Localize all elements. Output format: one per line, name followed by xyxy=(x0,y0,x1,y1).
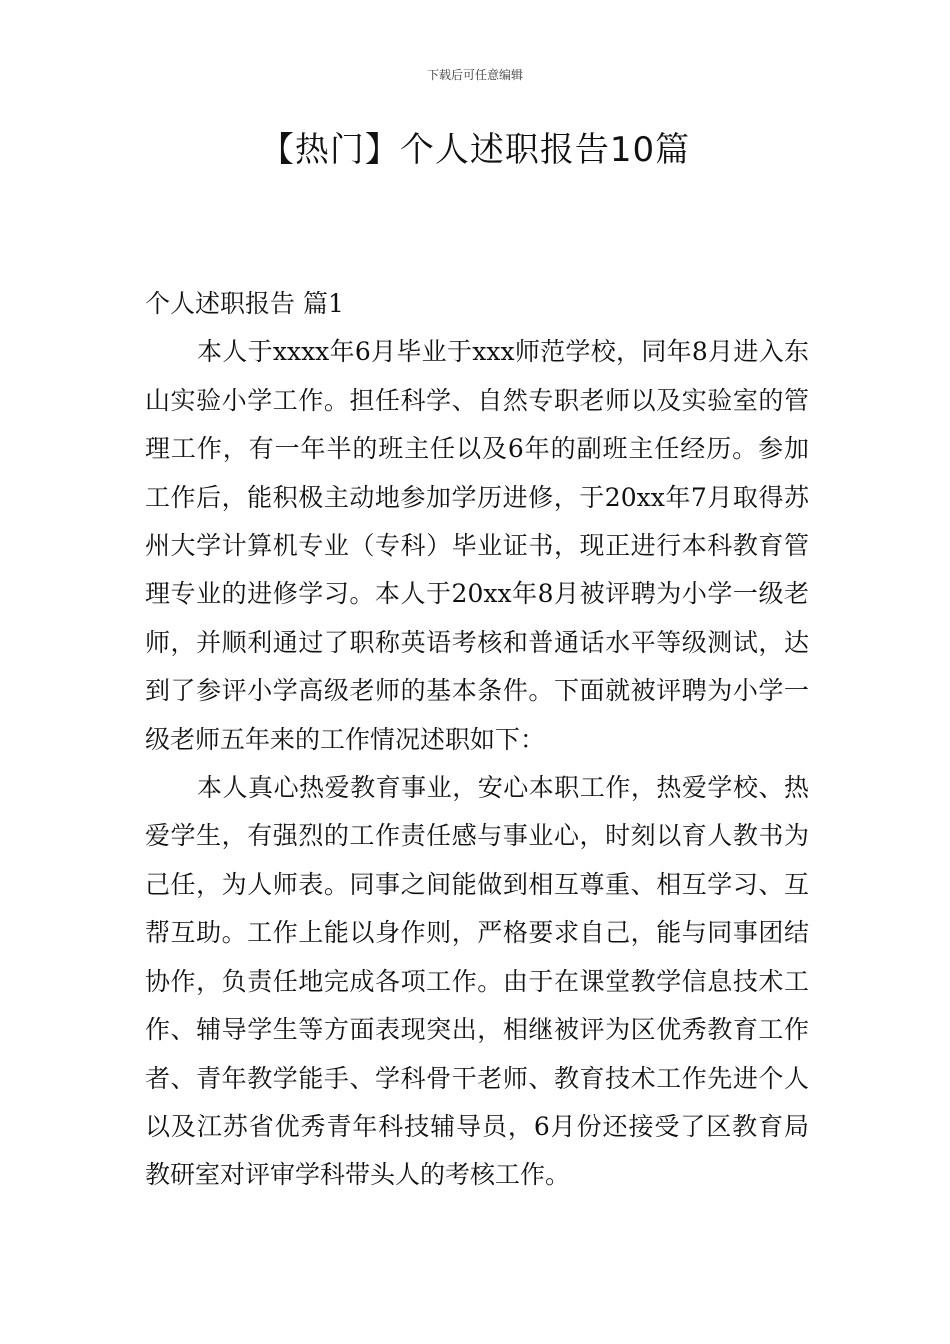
paragraph-2: 本人真心热爱教育事业，安心本职工作，热爱学校、热爱学生，有强烈的工作责任感与事业心，时刻以育人教书为己任，为人师表。同事之间能做到相互尊重、相互学习、互帮互助。工作上能以身作则，严格要求自己，能与同事团结协作，负责任地完成各项工作。由于在课堂教学信息技术工作、辅导学生等方面表现突出，相继被评为区优秀教育工作者、青年教学能手、学科骨干老师、教育技术工作先进个人以及江苏省优秀青年科技辅导员，6月份还接受了区教育局教研室对评审学科带头人的考核工作。 xyxy=(145,773,809,1190)
section-heading: 个人述职报告 篇1 xyxy=(145,289,344,318)
header-note: 下载后可任意编辑 xyxy=(426,68,523,82)
paragraph-1: 本人于xxxx年6月毕业于xxx师范学校，同年8月进入东山实验小学工作。担任科学、自然专职老师以及实验室的管理工作，有一年半的班主任以及6年的副班主任经历。参加工作后，能积极主动地参加学历进修，于20xx年7月取得苏州大学计算机专业（专科）毕业证书，现正进行本科教育管理专业的进修学习。本人于20xx年8月被评聘为小学一级老师，并顺利通过了职称英语考核和普通话水平等级测试，达到了参评小学高级老师的基本条件。下面就被评聘为小学一级老师五年来的工作情况述职如下： xyxy=(145,337,809,754)
document-title: 【热门】个人述职报告10篇 xyxy=(259,130,691,170)
document-body xyxy=(145,280,809,1200)
